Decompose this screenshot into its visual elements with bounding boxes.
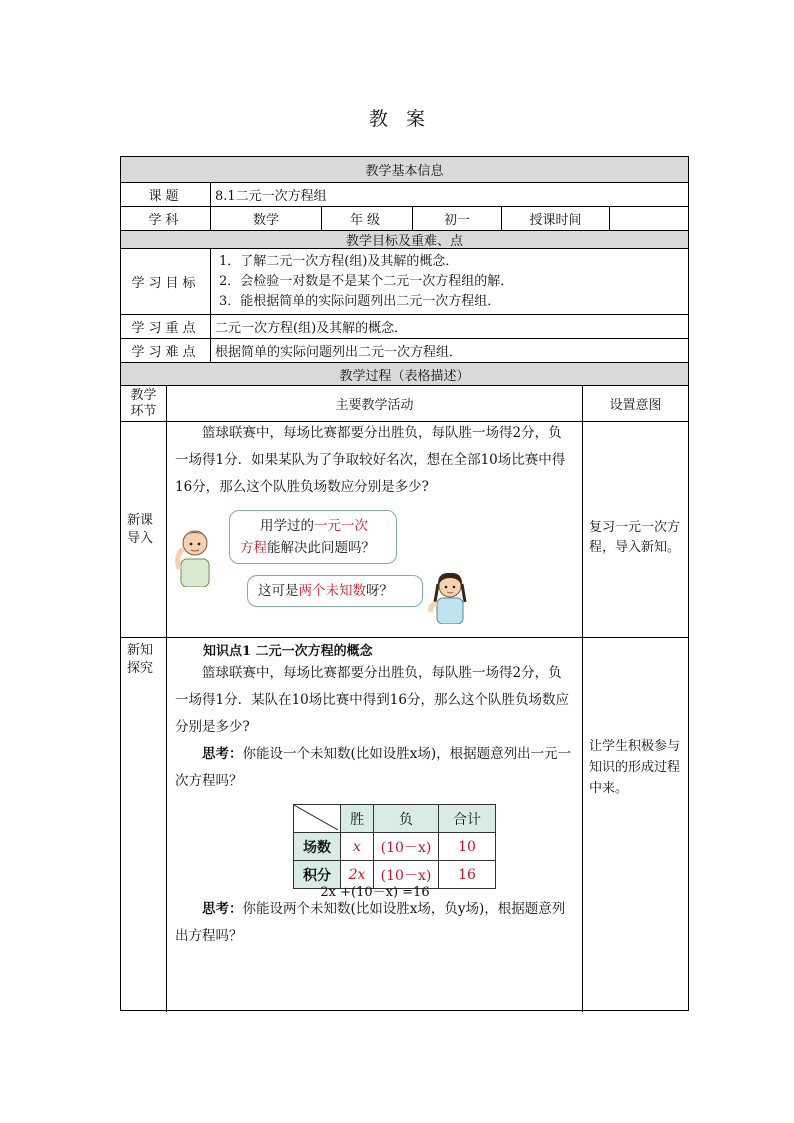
goal-item: 3．能根据简单的实际问题列出二元一次方程组．	[219, 293, 501, 309]
think2-label: 思考：	[202, 901, 243, 917]
subject-row	[121, 206, 688, 230]
score-table	[293, 804, 496, 889]
goal-list	[210, 249, 688, 314]
think2-text: 你能设两个未知数(比如设胜x场，负y场)，根据题意列出方程吗？	[175, 901, 566, 944]
grade-label: 年级	[321, 207, 412, 230]
explore-text: 篮球联赛中，每场比赛都要分出胜负，每队胜一场得2分，负一场得1分．某队在10场比赛中得到16分，那么这个队胜负场数应分别是多少?	[175, 665, 569, 735]
intro-row	[121, 421, 688, 637]
intro-activity	[166, 422, 582, 637]
grade-value: 初一	[412, 207, 501, 230]
time-value	[609, 207, 688, 230]
bubble1-text-c: 方程	[240, 540, 267, 556]
goals-row	[121, 248, 688, 314]
knowledge-point-title: 知识点1 二元一次方程的概念	[203, 644, 373, 659]
bubble1-text-b: 一元一次	[314, 518, 368, 534]
equation: 2x +(10－x) =16	[320, 885, 430, 900]
explore-intent: 让学生积极参与知识的形成过程中来。	[582, 638, 688, 1012]
explore-activity	[166, 638, 582, 1012]
key-point-row	[121, 314, 688, 338]
subject-value: 数学	[210, 207, 321, 230]
goal-label: 学习目标	[131, 276, 200, 291]
difficulty-label: 学习难点	[131, 345, 200, 360]
bubble2-text-b: 两个未知数	[298, 583, 366, 599]
difficulty-value: 根据简单的实际问题列出二元一次方程组．	[210, 339, 688, 362]
time-label: 授课时间	[501, 207, 609, 230]
goal-item: 2．会检验一对数是不是某个二元一次方程组的解．	[219, 273, 514, 289]
think1-label: 思考：	[202, 746, 243, 762]
think1	[175, 741, 575, 795]
score-table-row-label: 积分	[294, 861, 341, 889]
topic-row	[121, 182, 688, 206]
bubble1-text-d: 能解决此问题吗？	[267, 540, 375, 556]
goals-header: 教学目标及重难、点	[345, 234, 463, 249]
bubble2-text-a: 这可是	[258, 583, 299, 599]
difficulty-row	[121, 338, 688, 362]
think1-text: 你能设一个未知数(比如设胜x场)，根据题意列出一元一次方程吗？	[175, 746, 572, 789]
score-table-cell: 16	[439, 861, 496, 889]
page-title: 教案	[368, 108, 443, 130]
think2	[175, 896, 575, 950]
col-activity: 主要教学活动	[166, 386, 582, 421]
girl-thinking-icon	[425, 568, 473, 624]
boy-thinking-icon	[173, 525, 217, 587]
score-table-header: 合计	[439, 805, 496, 833]
process-columns-row	[121, 385, 688, 421]
score-table-row-label: 场数	[294, 833, 341, 861]
explore-stage: 新知探究	[127, 643, 154, 676]
topic-value: 8.1二元一次方程组	[210, 183, 688, 206]
goal-item: 1．了解二元一次方程(组)及其解的概念．	[219, 253, 459, 269]
score-table-cell: (10－x)	[374, 833, 439, 861]
basic-info-header-row	[121, 157, 688, 182]
topic-label: 课题	[148, 189, 183, 204]
col-intent: 设置意图	[582, 386, 688, 421]
score-table-cell: 2x	[341, 861, 374, 889]
intro-text: 篮球联赛中，每场比赛都要分出胜负，每队胜一场得2分，负一场得1分．如果某队为了争取较好名次，想在全部10场比赛中得16分，那么这个队胜负场数应分别是多少?	[175, 425, 566, 495]
goals-header-row	[121, 230, 688, 248]
question-bubble-1	[229, 510, 397, 564]
diagonal-line-icon	[294, 805, 338, 830]
intro-stage: 新课导入	[127, 512, 154, 546]
score-table-header: 负	[374, 805, 439, 833]
col-stage: 教学环节	[130, 387, 157, 419]
score-table-cell: x	[341, 833, 374, 861]
score-table-cell: (10－x)	[374, 861, 439, 889]
score-table-corner	[294, 805, 341, 833]
question-bubble-2	[247, 575, 423, 607]
explore-row	[121, 637, 688, 1012]
process-header: 教学过程（表格描述）	[339, 368, 470, 384]
bubble2-text-c: 呀？	[366, 583, 393, 599]
process-header-row	[121, 362, 688, 385]
subject-label: 学科	[148, 213, 183, 228]
score-table-cell: 10	[439, 833, 496, 861]
score-table-header: 胜	[341, 805, 374, 833]
bubble1-text-a: 用学过的	[260, 518, 314, 534]
key-label: 学习重点	[131, 321, 200, 336]
key-value: 二元一次方程(组)及其解的概念．	[210, 315, 688, 338]
intro-intent: 复习一元一次方程，导入新知。	[582, 422, 688, 637]
basic-info-header: 教学基本信息	[365, 164, 444, 179]
lesson-plan-table	[120, 156, 689, 1011]
